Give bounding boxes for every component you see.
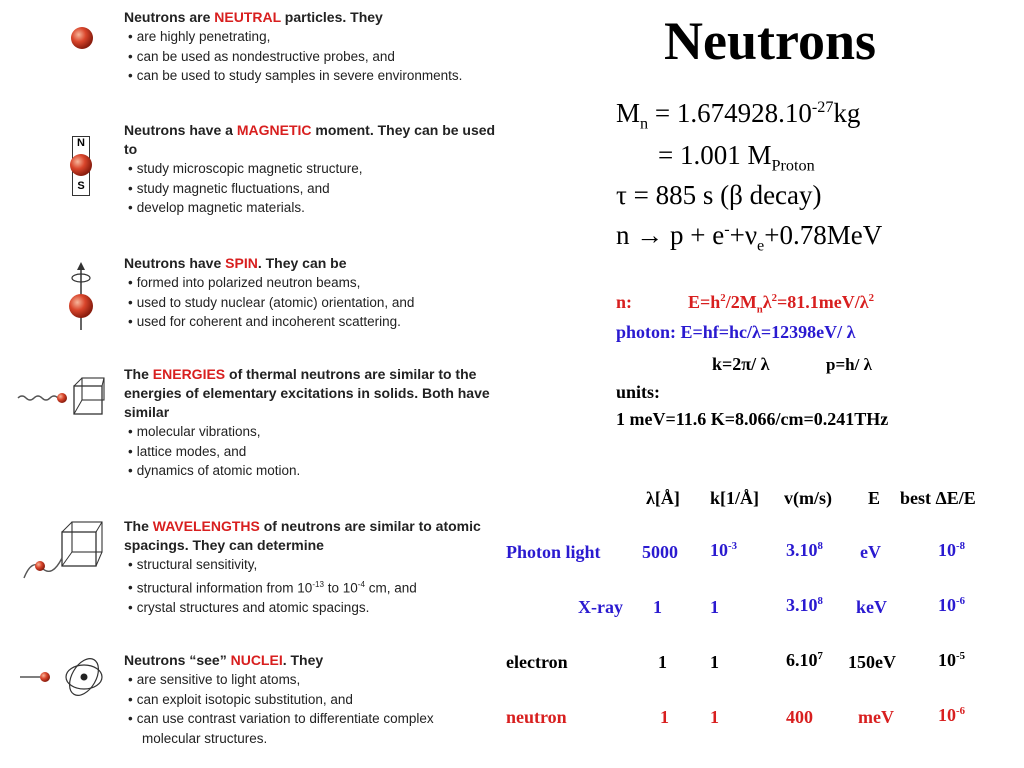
row-k: 1: [710, 707, 719, 727]
row-lambda: 5000: [642, 542, 678, 562]
mass-line: $M_n = 1.674928.10^{-27}kg$: [616, 98, 861, 133]
decay-line: $n \to p + e^-+\nu_e+0.78MeV$: [616, 220, 883, 255]
nuclei-heading: Neutrons “see” NUCLEI. They: [124, 652, 324, 668]
row-v: 6.10$^7$: [786, 650, 823, 670]
row-de: $10^{-5}$: [938, 650, 965, 670]
list-item: • can use contrast variation to differentiate complex: [124, 709, 544, 729]
list-item: • structural information from $10^{-13}$ to $10^{-4}$ cm, and: [124, 575, 484, 598]
spin-keyword: SPIN: [225, 255, 258, 271]
table-header-lambda: λ[Å]: [646, 488, 680, 508]
row-name: X-ray: [578, 597, 623, 617]
photon-energy-line: photon: E=hf=hc/λ=12398eV/ λ: [616, 322, 856, 342]
wavelengths-heading: The WAVELENGTHS of neutrons are similar to atomic spacings. They can determine: [124, 518, 481, 553]
spin-heading: Neutrons have SPIN. They can be: [124, 255, 347, 271]
row-de: $10^{-6}$: [938, 705, 965, 725]
magnetic-block: [124, 121, 504, 218]
magnet-north-label: N: [77, 137, 85, 149]
wavelengths-block: [124, 517, 484, 617]
row-lambda: 1: [658, 652, 667, 672]
row-lambda: 1: [653, 597, 662, 617]
list-item: • crystal structures and atomic spacings.: [124, 598, 484, 618]
list-item: • can be used as nondestructive probes, and: [124, 47, 544, 67]
row-e: eV: [860, 542, 881, 562]
list-item: • study magnetic fluctuations, and: [124, 179, 504, 199]
list-item: • are highly penetrating,: [124, 27, 544, 47]
row-name: electron: [506, 652, 568, 672]
row-name: neutron: [506, 707, 567, 727]
row-e: meV: [858, 707, 894, 727]
crystal-wavelength-icon: [22, 518, 112, 582]
list-item: • molecular vibrations,: [124, 422, 524, 442]
magnetic-keyword: MAGNETIC: [236, 122, 312, 138]
row-k: 1: [710, 652, 719, 672]
spin-block: [124, 254, 544, 332]
nuclei-keyword: NUCLEI: [230, 652, 283, 668]
neutral-heading: Neutrons are NEUTRAL particles. They: [124, 9, 383, 25]
table-header-e: E: [868, 488, 881, 508]
row-name: Photon light: [506, 542, 601, 562]
row-v: 3.10$^8$: [786, 540, 823, 560]
magnet-neutron-icon: [66, 136, 94, 196]
magnet-south-label: S: [77, 180, 85, 192]
neutral-block: [124, 8, 544, 86]
neutron-energy-line: n: $E=h^2/2M_n\lambda^2=81.1meV/\lambda^2$: [616, 292, 874, 316]
nuclei-block: [124, 651, 544, 748]
row-v: 400: [786, 707, 813, 727]
row-e: keV: [856, 597, 887, 617]
magnetic-heading: Neutrons have a MAGNETIC moment. They can be used to: [124, 122, 496, 157]
mass-proton-line: = 1.001 $M_{Proton}$: [658, 140, 815, 175]
list-item: • develop magnetic materials.: [124, 198, 504, 218]
lifetime-line: τ = 885 s (β decay): [616, 180, 822, 210]
row-k: 1: [710, 597, 719, 617]
list-item: • lattice modes, and: [124, 442, 524, 462]
row-de: $10^{-8}$: [938, 540, 965, 560]
row-v: 3.10$^8$: [786, 595, 823, 615]
p-relation: p=h/ λ: [826, 355, 872, 374]
list-item: • dynamics of atomic motion.: [124, 461, 524, 481]
row-lambda: 1: [660, 707, 669, 727]
list-item: • are sensitive to light atoms,: [124, 670, 544, 690]
row-k: $10^{-3}$: [710, 540, 737, 560]
list-item: molecular structures.: [142, 730, 268, 746]
neutron-ball-icon: [66, 24, 98, 52]
lattice-vibration-icon: [16, 372, 106, 422]
energies-heading: The ENERGIES of thermal neutrons are similar to the energies of elementary excitations in solids. Both have similar: [124, 366, 490, 420]
nucleus-atom-icon: [18, 654, 108, 700]
spin-neutron-icon: [62, 262, 100, 332]
list-item: • can be used to study samples in severe environments.: [124, 66, 544, 86]
list-item: • formed into polarized neutron beams,: [124, 273, 544, 293]
page-title: Neutrons: [664, 11, 877, 71]
list-item: • structural sensitivity,: [124, 555, 484, 575]
units-label: units:: [616, 382, 661, 402]
row-de: $10^{-6}$: [938, 595, 965, 615]
row-e: 150eV: [848, 652, 896, 672]
energies-block: [124, 365, 524, 481]
units-line: 1 meV=11.6 K=8.066/cm=0.241THz: [616, 409, 889, 429]
energies-keyword: ENERGIES: [152, 366, 226, 382]
wavelengths-keyword: WAVELENGTHS: [152, 518, 260, 534]
table-header-k: k[1/Å]: [710, 488, 759, 508]
list-item: • used for coherent and incoherent scattering.: [124, 312, 544, 332]
table-header-v: v(m/s): [784, 488, 832, 508]
neutral-keyword: NEUTRAL: [214, 9, 281, 25]
list-item: • used to study nuclear (atomic) orientation, and: [124, 293, 544, 313]
list-item: • study microscopic magnetic structure,: [124, 159, 504, 179]
table-header-de: best ΔE/E: [900, 488, 976, 508]
list-item: • can exploit isotopic substitution, and: [124, 690, 544, 710]
k-relation: k=2π/ λ: [712, 354, 770, 374]
